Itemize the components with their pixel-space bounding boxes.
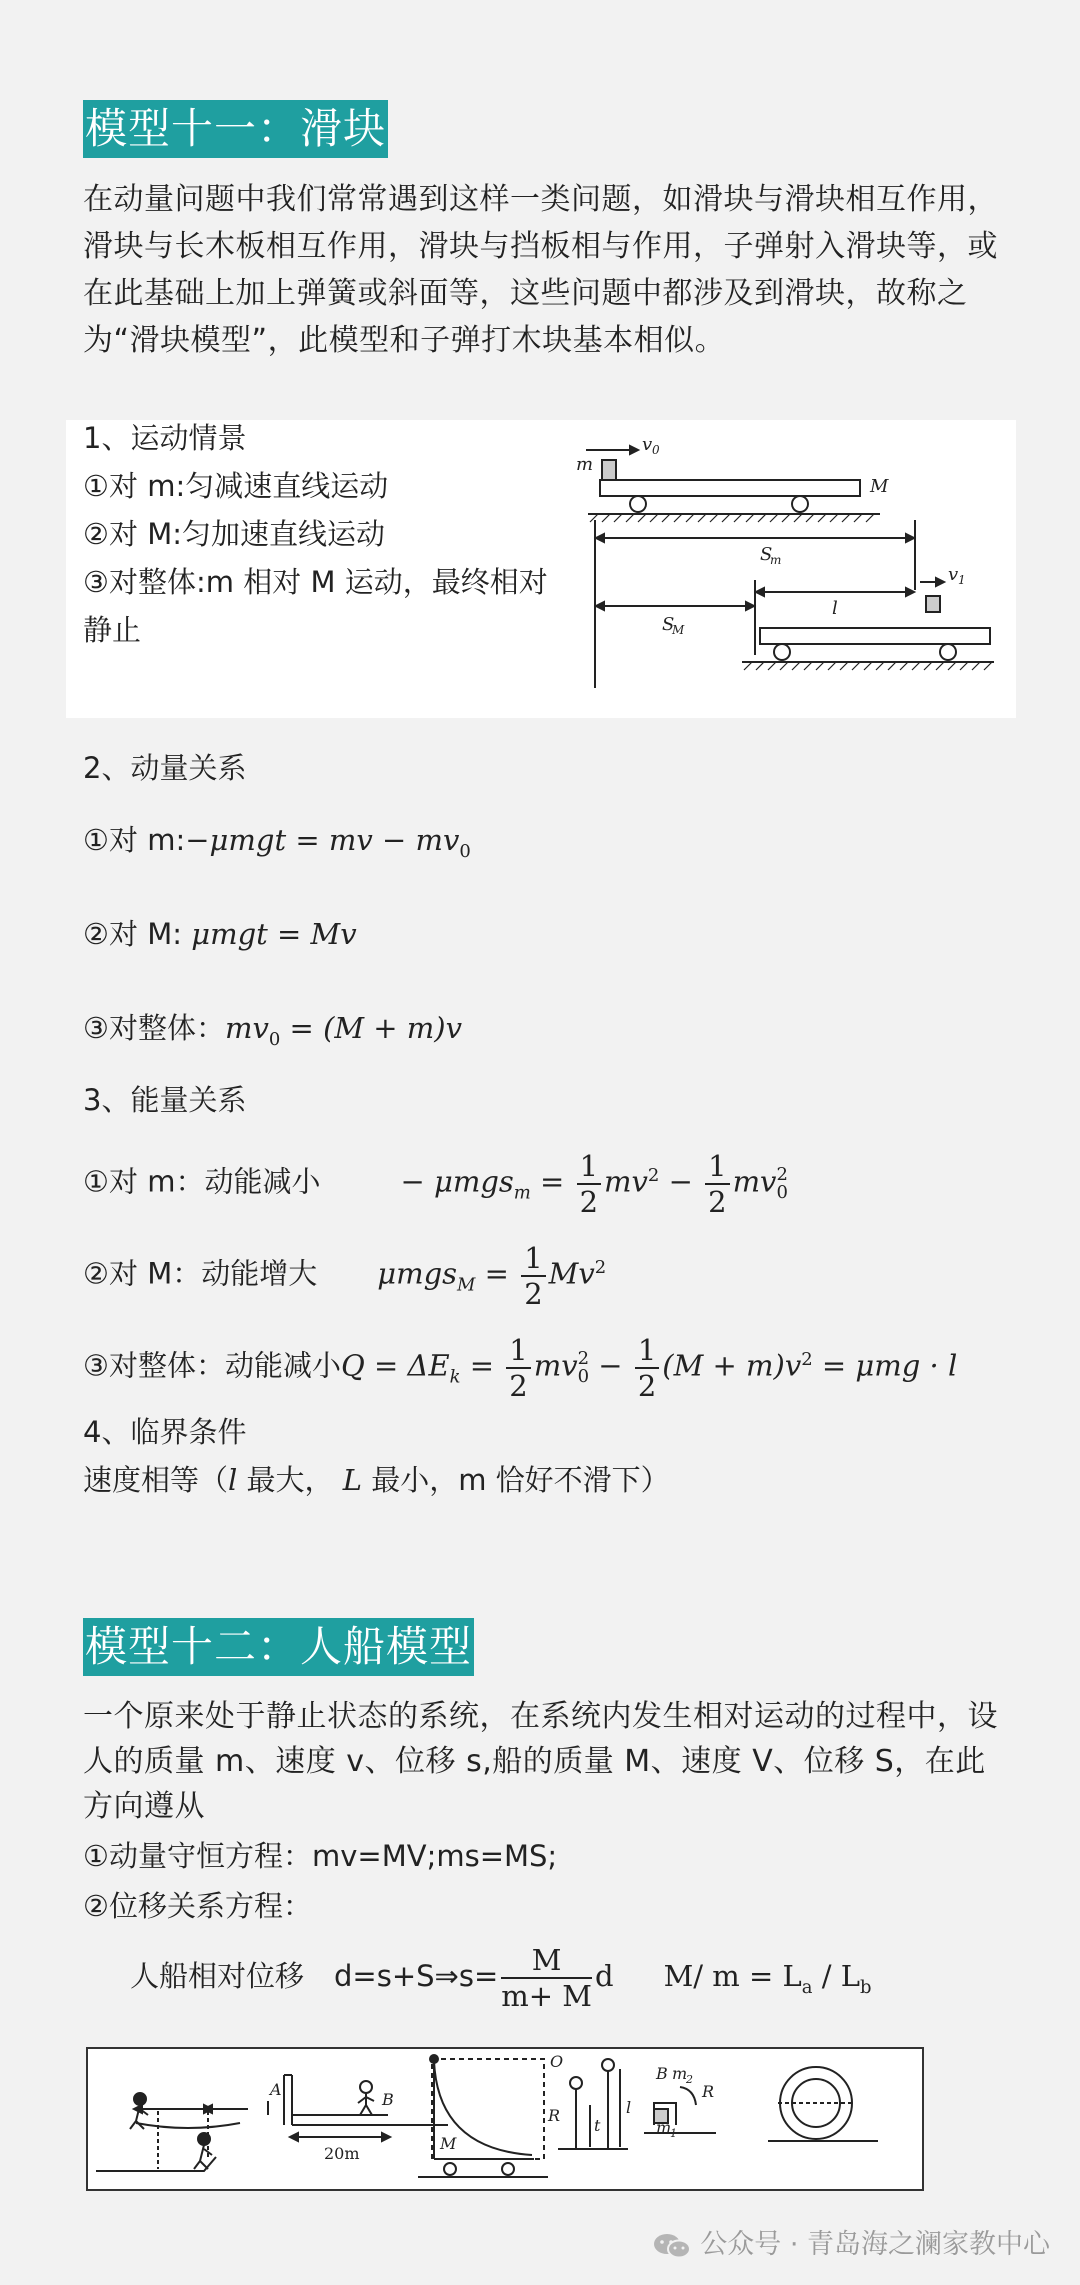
momentum-item-3-eq-a: mv <box>225 1011 269 1045</box>
critical-text-a: 速度相等（ <box>83 1463 229 1497</box>
energy-title: 3、能量关系 <box>83 1083 247 1117</box>
critical-text-c: 最小，m 恰好不滑下） <box>362 1463 670 1497</box>
energy-item-1-term1: mv <box>604 1164 648 1199</box>
momentum-item-3 <box>83 1008 462 1060</box>
diag5-m2-sub: 2 <box>686 2073 693 2086</box>
momentum-item-3-sub: 0 <box>268 1028 281 1050</box>
momentum-title: 2、动量关系 <box>83 751 247 785</box>
energy-item-1-eq-b: = <box>530 1164 574 1199</box>
section11-intro: 在动量问题中我们常常遇到这样一类问题，如滑块与滑块相互作用，滑块与长木板相互作用，滑块与挡板相与作用，子弹射入滑块等，或在此基础上加上弹簧或斜面等，这些问题中都涉及到滑块，故称之为“滑块模型”，此模型和子弹打木块基本相似。 <box>83 182 998 358</box>
energy-item-2-term: Mv <box>548 1256 595 1291</box>
section12-item-2: ②位移关系方程： <box>83 1889 312 1923</box>
energy-item-1-frac-den-1: 2 <box>579 1184 599 1219</box>
energy-item-3-frac-num-2: 1 <box>635 1333 659 1369</box>
rel-eq-b: s= <box>458 1959 499 1993</box>
footer-text: 公众号 · 青岛海之澜家教中心 <box>700 2229 1050 2260</box>
energy-item-1-prefix: ①对 m：动能减小 <box>83 1164 321 1199</box>
label-m: m <box>576 454 594 475</box>
energy-item-1-minus: − <box>659 1164 703 1199</box>
energy-item-3-sub: k <box>449 1366 461 1388</box>
ratio-a: M/ m = L <box>663 1959 802 1993</box>
section12-heading: 模型十二：人船模型 <box>83 1618 474 1676</box>
diag4-l: l <box>626 2098 632 2117</box>
energy-item-2-sub: M <box>457 1274 476 1296</box>
critical-l: l <box>228 1463 238 1497</box>
slider-diagram <box>570 430 1010 690</box>
energy-item-2-eq-b: = <box>475 1256 519 1291</box>
diag2-B: B <box>382 2090 394 2109</box>
motion-item-2: ②对 M:匀加速直线运动 <box>83 517 386 551</box>
label-SM: S <box>662 614 675 635</box>
energy-item-3-eq-a: Q = ΔE <box>341 1348 450 1383</box>
energy-item-1-eq-a: − μmgs <box>400 1164 514 1199</box>
diag3-O: O <box>550 2052 564 2071</box>
momentum-item-1-eq: −μmgt = mv − mv <box>185 823 460 857</box>
momentum-item-3-prefix: ③对整体： <box>83 1011 225 1045</box>
critical-L: L <box>342 1463 362 1497</box>
energy-item-2 <box>83 1228 606 1325</box>
diag3-R: R <box>548 2106 561 2125</box>
rel-eq-a: d=s+S <box>334 1959 435 1993</box>
label-v1-sub: 1 <box>958 573 966 587</box>
energy-item-3-term1: mv <box>533 1348 578 1383</box>
relative-label: 人船相对位移 <box>130 1959 305 1993</box>
rel-num: M <box>501 1943 592 1979</box>
momentum-item-2-eq: μmgt = Mv <box>191 917 357 951</box>
diag2-A: A <box>270 2080 282 2099</box>
energy-item-1-term2: mv <box>732 1164 777 1199</box>
label-v1: v <box>948 564 959 585</box>
critical-text <box>83 1460 670 1500</box>
energy-item-2-sup: 2 <box>594 1257 607 1278</box>
energy-item-3-sub1: 0 <box>577 1365 590 1387</box>
energy-item-3-frac-den-1: 2 <box>509 1368 528 1403</box>
label-Sm-sub: m <box>770 553 782 567</box>
ratio-sub-b: b <box>859 1976 872 1998</box>
label-l: l <box>832 598 838 619</box>
rel-den: m+ M <box>501 1979 592 2013</box>
motion-item-3a: ③对整体:m 相对 M 运动，最终相对 <box>83 565 548 599</box>
energy-item-1-frac-num-1: 1 <box>577 1149 601 1185</box>
section11-heading: 模型十一：滑块 <box>83 100 388 158</box>
footer-watermark <box>652 2222 1050 2261</box>
diag5-m1: m <box>656 2118 672 2137</box>
energy-item-2-prefix: ②对 M：动能增大 <box>83 1256 318 1291</box>
energy-item-2-frac-num: 1 <box>521 1241 545 1277</box>
label-M: M <box>870 476 889 497</box>
rel-d: d <box>595 1959 614 1993</box>
diag2-dist: 20m <box>324 2144 360 2163</box>
critical-title: 4、临界条件 <box>83 1415 247 1449</box>
momentum-item-1-sub: 0 <box>459 840 471 862</box>
wechat-icon <box>652 2231 692 2261</box>
motion-item-3b: 静止 <box>83 613 142 647</box>
energy-item-2-eq-a: μmgs <box>377 1256 458 1291</box>
energy-item-3-sup2: 2 <box>801 1349 813 1370</box>
section12-intro: 一个原来处于静止状态的系统，在系统内发生相对运动的过程中，设人的质量 m、速度 v、位移 s,船的质量 M、速度 V、位移 S，在此方向遵从 <box>83 1699 998 1824</box>
momentum-item-3-eq-b: = (M + m)v <box>280 1011 463 1045</box>
ratio-sub-a: a <box>801 1976 813 1998</box>
momentum-item-2-prefix: ②对 M: <box>83 917 183 951</box>
energy-item-1-sub: m <box>513 1182 531 1204</box>
diag5-m2: m <box>672 2064 688 2083</box>
diag5-m1-sub: 1 <box>670 2127 677 2140</box>
momentum-item-1 <box>83 820 471 872</box>
energy-item-1-sup1: 2 <box>647 1165 660 1186</box>
diag3-M: M <box>440 2134 457 2153</box>
label-v0: v <box>642 434 653 455</box>
energy-item-3-eq-end: = μmg · l <box>812 1348 958 1383</box>
diag5-R: R <box>702 2082 715 2101</box>
person-boat-diagrams <box>86 2047 924 2191</box>
energy-item-1-frac-num-2: 1 <box>705 1149 729 1185</box>
diag4-t: t <box>594 2116 601 2135</box>
energy-item-3-frac-num-1: 1 <box>506 1333 530 1369</box>
critical-text-b: 最大， <box>237 1463 343 1497</box>
momentum-item-2 <box>83 914 357 954</box>
energy-item-1-sup2: 2 <box>776 1163 788 1185</box>
energy-item-3: ③对整体：动能减小$Q = \Delta E_k$ = $\frac{1}{2}$ mv 2 0 − $\frac{1}{2}$ $(M + m)v^2 = \mu mg \cdot l$ <box>83 1332 958 1403</box>
energy-item-3-frac-den-2: 2 <box>637 1368 657 1403</box>
label-Sm: S <box>760 544 773 565</box>
energy-item-1 <box>83 1136 788 1233</box>
motion-title: 1、运动情景 <box>83 421 247 455</box>
label-v0-sub: 0 <box>652 443 660 457</box>
relative-displacement <box>130 1936 871 2028</box>
energy-item-3-sup1: 2 <box>577 1347 590 1369</box>
energy-item-3-prefix: ③对整体：动能减小 <box>83 1348 341 1383</box>
energy-item-1-frac-den-2: 2 <box>708 1184 727 1219</box>
motion-item-1: ①对 m:匀减速直线运动 <box>83 469 389 503</box>
energy-item-3-term2: (M + m)v <box>662 1348 802 1383</box>
ratio-b: / L <box>812 1959 860 1993</box>
momentum-item-1-prefix: ①对 m: <box>83 823 186 857</box>
label-SM-sub: M <box>672 623 685 637</box>
section12-item-1: ①动量守恒方程：mv=MV;ms=MS; <box>83 1839 558 1873</box>
diag5-B: B <box>656 2064 668 2083</box>
energy-item-1-sub2: 0 <box>776 1181 788 1203</box>
rel-arrow: ⇒ <box>434 1959 459 1993</box>
energy-item-2-frac-den: 2 <box>524 1276 543 1311</box>
